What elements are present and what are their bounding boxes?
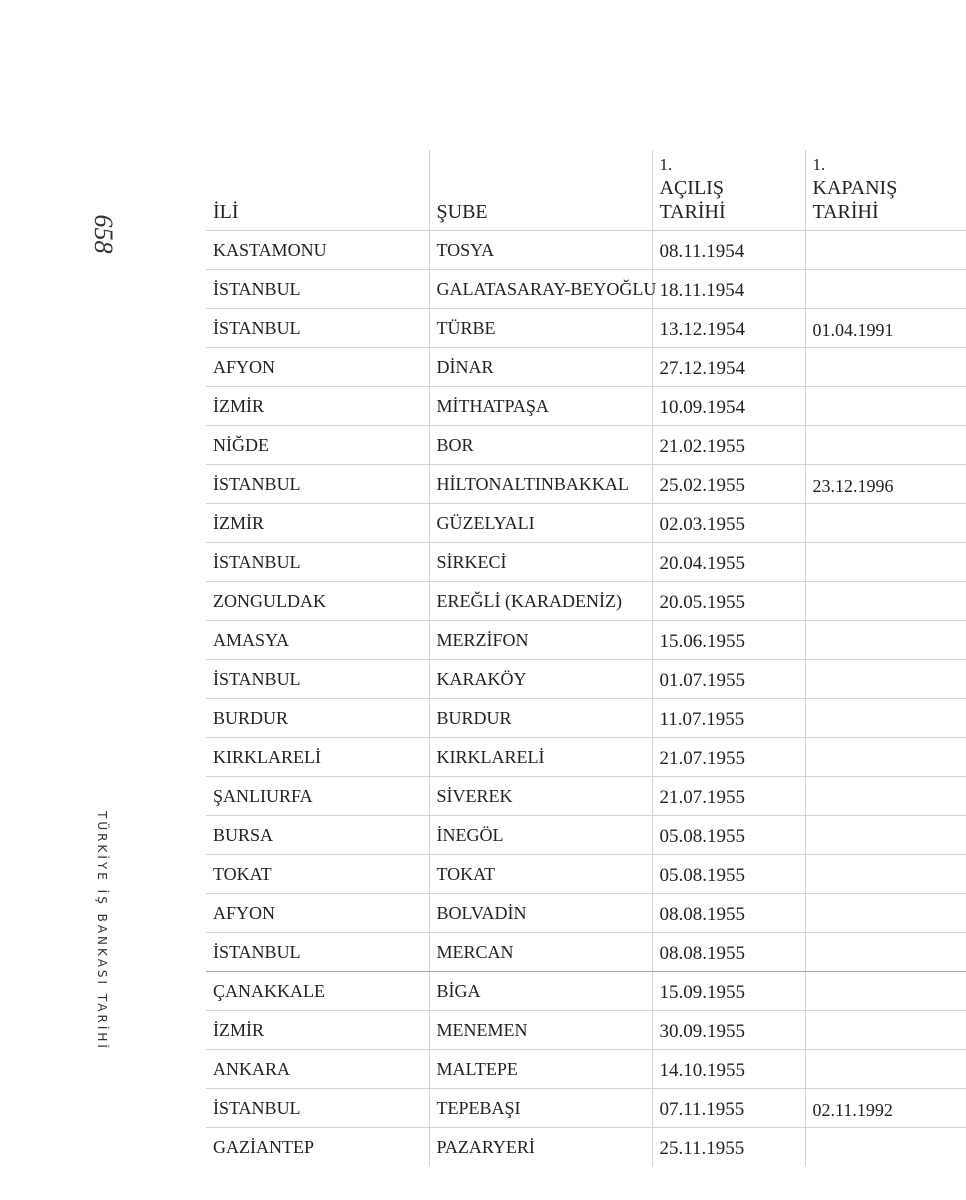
cell-acilis: 13.12.1954 — [652, 308, 805, 347]
cell-acilis: 01.07.1955 — [652, 659, 805, 698]
cell-kapanis — [805, 932, 966, 971]
table-row — [206, 1010, 966, 1049]
cell-sube: MİTHATPAŞA — [429, 386, 652, 425]
cell-il: ŞANLIURFA — [206, 776, 429, 815]
cell-sube: MENEMEN — [429, 1010, 652, 1049]
cell-il: GAZİANTEP — [213, 1136, 314, 1157]
table-row — [206, 542, 966, 581]
header-kapanis-line1: KAPANIŞ — [812, 176, 898, 199]
cell-il: BURDUR — [206, 698, 429, 737]
table-row — [206, 932, 966, 971]
cell-sube: BURDUR — [429, 698, 652, 737]
header-row — [206, 150, 966, 230]
table-row — [206, 581, 966, 620]
cell-il: İZMİR — [206, 1010, 429, 1049]
cell-sube: BOR — [429, 425, 652, 464]
cell-il: KIRKLARELİ — [206, 737, 429, 776]
cell-acilis: 05.08.1955 — [652, 815, 805, 854]
cell-kapanis — [805, 503, 966, 542]
cell-kapanis — [805, 776, 966, 815]
table-row — [206, 308, 966, 347]
table-header — [206, 150, 966, 230]
header-kapanis-tarihi — [805, 150, 966, 230]
cell-kapanis — [805, 1049, 966, 1088]
cell-acilis: 21.07.1955 — [652, 776, 805, 815]
cell-sube: TÜRBE — [429, 308, 652, 347]
cell-acilis: 25.11.1955 — [652, 1127, 805, 1166]
cell-acilis: 11.07.1955 — [652, 698, 805, 737]
table-row — [206, 503, 966, 542]
cell-il: KASTAMONU — [206, 230, 429, 269]
table-row — [206, 659, 966, 698]
cell-kapanis: 02.11.1992 — [805, 1088, 966, 1127]
cell-sube: GALATASARAY-BEYOĞLU — [429, 269, 652, 308]
cell-il: İSTANBUL — [206, 269, 429, 308]
cell-il: İSTANBUL — [206, 464, 429, 503]
table-row — [206, 269, 966, 308]
header-il-label: İLİ — [213, 200, 239, 223]
table-row — [206, 776, 966, 815]
cell-kapanis — [805, 269, 966, 308]
cell-il: AMASYA — [206, 620, 429, 659]
cell-il: TOKAT — [206, 854, 429, 893]
cell-acilis: 08.08.1955 — [652, 893, 805, 932]
cell-kapanis — [805, 971, 966, 1010]
cell-il: ANKARA — [206, 1049, 429, 1088]
table-row — [206, 230, 966, 269]
table-row — [206, 854, 966, 893]
cell-acilis: 20.05.1955 — [652, 581, 805, 620]
cell-sube: İNEGÖL — [429, 815, 652, 854]
cell-kapanis — [805, 854, 966, 893]
cell-kapanis — [805, 893, 966, 932]
cell-kapanis — [805, 230, 966, 269]
cell-acilis: 07.11.1955 — [652, 1088, 805, 1127]
table-body — [206, 230, 966, 1166]
cell-sube: MALTEPE — [429, 1049, 652, 1088]
cell-kapanis — [805, 815, 966, 854]
header-acilis-line1: AÇILIŞ — [659, 176, 724, 199]
table-row — [206, 1088, 966, 1127]
cell-acilis: 10.09.1954 — [652, 386, 805, 425]
header-acilis-tarihi — [652, 150, 805, 230]
cell-sube: EREĞLİ (KARADENİZ) — [429, 581, 652, 620]
cell-il: NİĞDE — [206, 425, 429, 464]
cell-sube: GÜZELYALI — [429, 503, 652, 542]
cell-kapanis — [805, 737, 966, 776]
table-row — [206, 386, 966, 425]
cell-kapanis — [805, 386, 966, 425]
cell-sube: KIRKLARELİ — [429, 737, 652, 776]
running-title: TÜRKİYE İŞ BANKASI TARİHİ — [95, 811, 109, 1051]
cell-acilis: 30.09.1955 — [652, 1010, 805, 1049]
cell-kapanis: 23.12.1996 — [805, 464, 966, 503]
cell-il: İSTANBUL — [206, 542, 429, 581]
cell-il: İSTANBUL — [206, 308, 429, 347]
cell-il: ZONGULDAK — [206, 581, 429, 620]
header-acilis-line2: TARİHİ — [659, 200, 726, 223]
cell-acilis: 27.12.1954 — [652, 347, 805, 386]
table-row — [206, 347, 966, 386]
page-number: 658 — [89, 214, 118, 254]
header-sube-label: ŞUBE — [436, 200, 488, 223]
cell-acilis: 15.09.1955 — [652, 971, 805, 1010]
header-il — [206, 150, 429, 230]
cell-kapanis — [805, 659, 966, 698]
cell-sube: TEPEBAŞI — [429, 1088, 652, 1127]
cell-acilis: 08.08.1955 — [652, 932, 805, 971]
header-kapanis-line2: TARİHİ — [812, 200, 879, 223]
cell-sube: MERCAN — [429, 932, 652, 971]
cell-sube: TOKAT — [429, 854, 652, 893]
cell-sube: DİNAR — [429, 347, 652, 386]
table-row — [206, 425, 966, 464]
cell-il: BURSA — [206, 815, 429, 854]
cell-il: İSTANBUL — [206, 932, 429, 971]
table-row — [206, 971, 966, 1010]
cell-acilis: 18.11.1954 — [652, 269, 805, 308]
cell-acilis: 20.04.1955 — [652, 542, 805, 581]
table-row — [206, 893, 966, 932]
table-row — [206, 698, 966, 737]
cell-kapanis — [805, 581, 966, 620]
cell-acilis: 25.02.1955 — [652, 464, 805, 503]
table-row — [206, 737, 966, 776]
table-row — [206, 620, 966, 659]
branch-table-container — [206, 150, 899, 1159]
cell-acilis: 14.10.1955 — [652, 1049, 805, 1088]
table-row — [206, 464, 966, 503]
cell-il: AFYON — [206, 893, 429, 932]
cell-sube: SİRKECİ — [429, 542, 652, 581]
cell-sube: TOSYA — [429, 230, 652, 269]
table-row — [206, 815, 966, 854]
cell-acilis: 21.02.1955 — [652, 425, 805, 464]
cell-kapanis — [805, 425, 966, 464]
cell-sube: PAZARYERİ — [429, 1127, 652, 1166]
cell-il: İZMİR — [206, 386, 429, 425]
cell-kapanis — [805, 542, 966, 581]
cell-il: AFYON — [206, 347, 429, 386]
cell-acilis: 21.07.1955 — [652, 737, 805, 776]
cell-sube: BİGA — [429, 971, 652, 1010]
table-row — [206, 1127, 966, 1166]
cell-kapanis — [805, 1127, 966, 1166]
cell-acilis: 02.03.1955 — [652, 503, 805, 542]
branch-table — [206, 150, 966, 1166]
table-row — [206, 1049, 966, 1088]
cell-sube: BOLVADİN — [429, 893, 652, 932]
cell-acilis: 15.06.1955 — [652, 620, 805, 659]
cell-acilis: 05.08.1955 — [652, 854, 805, 893]
cell-acilis: 08.11.1954 — [652, 230, 805, 269]
header-sube — [429, 150, 652, 230]
cell-kapanis — [805, 698, 966, 737]
cell-kapanis: 01.04.1991 — [805, 308, 966, 347]
header-acilis-number: 1. — [659, 154, 673, 174]
cell-il: İSTANBUL — [206, 1088, 429, 1127]
cell-il: İSTANBUL — [206, 659, 429, 698]
cell-kapanis — [805, 620, 966, 659]
header-kapanis-number: 1. — [812, 154, 826, 174]
cell-sube: SİVEREK — [429, 776, 652, 815]
cell-kapanis — [805, 347, 966, 386]
cell-kapanis — [805, 1010, 966, 1049]
cell-il: ÇANAKKALE — [206, 971, 429, 1010]
cell-sube: HİLTONALTINBAKKAL — [429, 464, 652, 503]
cell-il: İZMİR — [206, 503, 429, 542]
cell-sube: MERZİFON — [429, 620, 652, 659]
cell-sube: KARAKÖY — [429, 659, 652, 698]
